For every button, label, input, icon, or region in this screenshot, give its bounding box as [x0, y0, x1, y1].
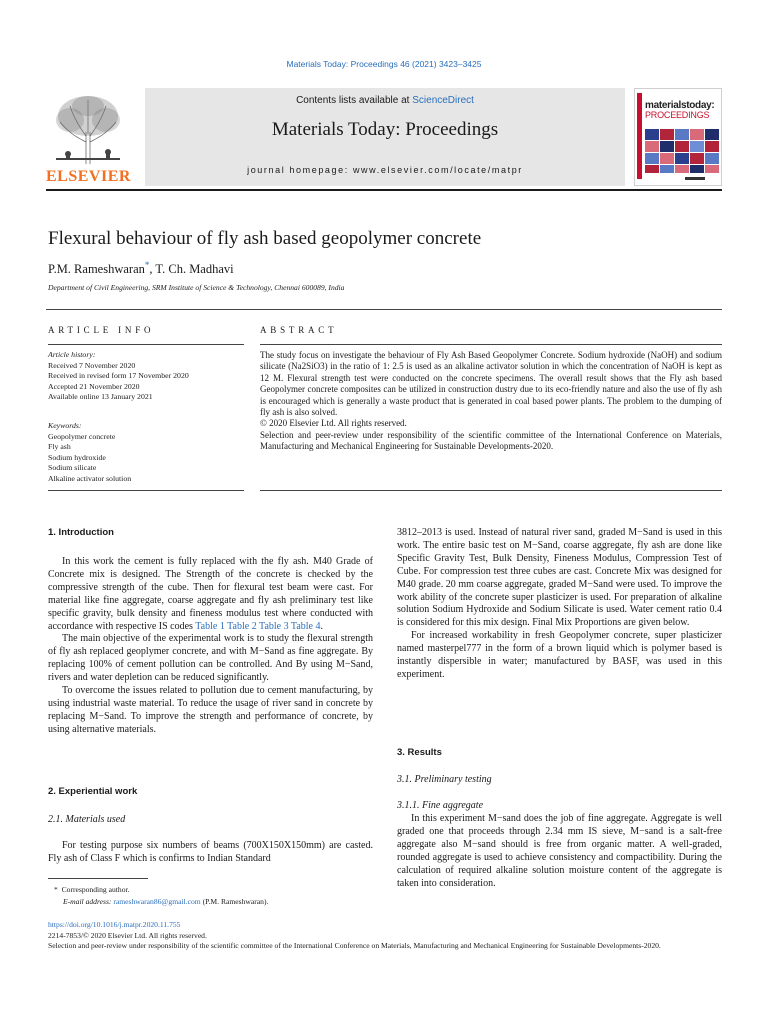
section-rule: [260, 344, 722, 345]
fine-aggregate-text: [397, 813, 722, 890]
subsection-heading-materials: 2.1. Materials used: [48, 814, 126, 825]
section-heading-introduction: 1. Introduction: [48, 527, 114, 538]
history-item: Available online 13 January 2021: [48, 392, 153, 402]
section-rule: [260, 490, 722, 491]
paragraph: In this experiment M−sand does the job of fine aggregate. Aggregate is well graded one that proceeds through 2.34 mm IS sieve, M−sand is a salt-free aggregate also M−sand should is free from organic matter. A well-graded, rounded aggregate is used to achieve consistency and compactibility. During the calculation of required alkaline solution moisture content of the aggregate is taken into consideration.: [397, 813, 722, 889]
email-line: [48, 896, 268, 908]
author-list: [48, 260, 234, 277]
keyword: Sodium hydroxide: [48, 452, 106, 462]
footnote: [48, 884, 268, 907]
email-label: E-mail address:: [63, 896, 114, 906]
table-links[interactable]: Table 1 Table 2 Table 3 Table 4: [195, 620, 321, 632]
header-rule: [46, 189, 722, 191]
footer-peer-review: Selection and peer-review under responsibility of the scientific committee of the International Conference on Materials, Manufacturing and Mechanical Engineering for Sustainable Developments-2020.: [48, 941, 661, 951]
keyword: Sodium silicate: [48, 463, 97, 473]
paragraph: For testing purpose six numbers of beams (700X150X150mm) are casted. Fly ash of Class F which is confirms to Indian Standard: [48, 840, 373, 864]
abstract-peer-review: Selection and peer-review under responsibility of the scientific committee of the International Conference on Materials, Manufacturing and Mechanical Engineering for Sustainable Developments-2020.: [260, 429, 722, 452]
contents-line: [145, 95, 625, 106]
article-title: Flexural behaviour of fly ash based geopolymer concrete: [48, 228, 482, 249]
history-item: Received in revised form 17 November 2020: [48, 371, 189, 381]
history-item: Accepted 21 November 2020: [48, 381, 140, 391]
section-heading-results: 3. Results: [397, 747, 442, 758]
elsevier-logo: [46, 92, 130, 186]
paragraph: The main objective of the experimental work is to study the flexural strength of fly ash replaced geoplymer concrete, and with M−Sand as fine aggregate. By replacing 100% of cement pollution can be controlled. And By using M−Sand, rivers and water depletion can be reduced significantly.: [48, 633, 373, 684]
doi-link[interactable]: https://doi.org/10.1016/j.matpr.2020.11.755: [48, 920, 181, 929]
keyword: Fly ash: [48, 442, 71, 452]
article-history: [48, 350, 244, 403]
paragraph: [48, 556, 373, 633]
keywords: [48, 421, 244, 485]
elsevier-wordmark: ELSEVIER: [46, 168, 131, 185]
materials-text: [48, 840, 373, 866]
corresponding-author-link[interactable]: *: [144, 260, 150, 270]
article-footer: [48, 920, 722, 952]
author-name: , T. Ch. Madhavi: [149, 262, 234, 277]
contents-prefix: Contents lists available at: [296, 95, 413, 106]
cover-subtitle: PROCEEDINGS: [645, 110, 710, 120]
footnote-text: Corresponding author.: [61, 885, 130, 894]
subsection-heading-preliminary: 3.1. Preliminary testing: [397, 774, 492, 785]
author-name: P.M. Rameshwaran: [48, 262, 145, 277]
issn-line: 2214-7853/© 2020 Elsevier Ltd. All rights reserved.: [48, 930, 207, 940]
keyword: Alkaline activator solution: [48, 473, 132, 483]
abstract-text: [260, 350, 722, 453]
journal-citation-link[interactable]: Materials Today: Proceedings 46 (2021) 3423–3425: [286, 59, 482, 69]
footnote-mark: *: [54, 885, 58, 894]
paragraph-text: .: [320, 620, 323, 632]
email-link[interactable]: rameshwaran86@gmail.com: [113, 896, 201, 906]
email-name: (P.M. Rameshwaran).: [200, 896, 269, 906]
keywords-label: Keywords:: [48, 421, 82, 430]
paragraph: To overcome the issues related to pollution due to cement manufacturing, by using industrial waste material. To reduce the usage of river sand in concrete by replacing M−Sand. To improve the strength and performance of concrete, by using alternative materials.: [48, 685, 373, 735]
affiliation: Department of Civil Engineering, SRM Institute of Science & Technology, Chennai 600089, India: [48, 283, 345, 292]
elsevier-tree-icon: [46, 92, 130, 166]
paragraph: For increased workability in fresh Geopolymer concrete, super plasticizer named masterpel777 in the form of a brown liquid which is polymer based is instantly dispersible in water; manufactured by BASF, was used in this experiment.: [397, 630, 722, 680]
corresponding-author-note: [48, 884, 268, 896]
subsubsection-heading-fine-aggregate: 3.1.1. Fine aggregate: [397, 800, 484, 811]
journal-homepage[interactable]: journal homepage: www.elsevier.com/locate/matpr: [247, 165, 523, 175]
keyword: Geopolymer concrete: [48, 431, 116, 441]
introduction-text: [48, 556, 373, 737]
journal-name: Materials Today: Proceedings: [271, 119, 499, 140]
sciencedirect-link[interactable]: ScienceDirect: [412, 95, 474, 106]
history-item: Received 7 November 2020: [48, 360, 136, 370]
footnote-rule: [48, 878, 148, 879]
abstract-body: The study focus on investigate the behaviour of Fly Ash Based Geopolymer Concrete. Sodium hydroxide (NaOH) and sodium silicate (Na2SiO3) in the ratio of 1: 2.5 is used as an alkaline activator solution in which the concentration of NaOH is kept as 12 M. Flexural strength test were conducted on the concrete specimens. The overall result shows that the Fly ash based Geopolymer concrete composites can be utilized in construction dustry due to its eco-friendly nature and also the use of fly ash is encouraged which is generally a waste product that is generated in coal based power plants. The problem to the dumping of fly ash is also solved.: [260, 350, 722, 418]
paragraph: 3812–2013 is used. Instead of natural river sand, graded M−Sand is used in this work. The entire basic test on M−Sand, coarse aggregate, fly ash are done like Specific Gravity Test, Bulk Density, Fineness Modulus, Compression Test of Cube. For compression test three cubes are cast. Concrete Mix was designed for M40 grade. 20 mm coarse aggregate, graded M−Sand were used. To improve the work ability of the concrete super plasticizer is used. For preparation of alkaline solution Sodium Hydroxide and Sodium Silicate is used. Water cement ratio 0.4 is considered for this mix design. Final Mix Proportions are given below.: [397, 527, 722, 629]
paragraph-text: In this work the cement is fully replaced with the fly ash. M40 Grade of Concrete mix is designed. The Strength of the concrete is checked by the compressive strength of the cube. Then for flexural test beam were cast. For material like fine aggregate, coarse aggregate and fly ash preliminary test like specific gravity, bulk density and fineness modulus test where conducted with accordance with respective IS codes: [48, 556, 373, 632]
abstract-copyright: © 2020 Elsevier Ltd. All rights reserved.: [260, 418, 407, 429]
cover-title: materialstoday:: [645, 100, 715, 111]
journal-cover-image: [634, 88, 722, 186]
section-rule: [48, 490, 244, 491]
article-info-heading: ARTICLE INFO: [48, 325, 155, 335]
section-rule: [46, 309, 722, 310]
right-column-text: [397, 527, 722, 682]
section-rule: [48, 344, 244, 345]
section-heading-experimental: 2. Experiential work: [48, 786, 138, 797]
abstract-heading: ABSTRACT: [260, 325, 338, 335]
history-label: Article history:: [48, 350, 96, 359]
